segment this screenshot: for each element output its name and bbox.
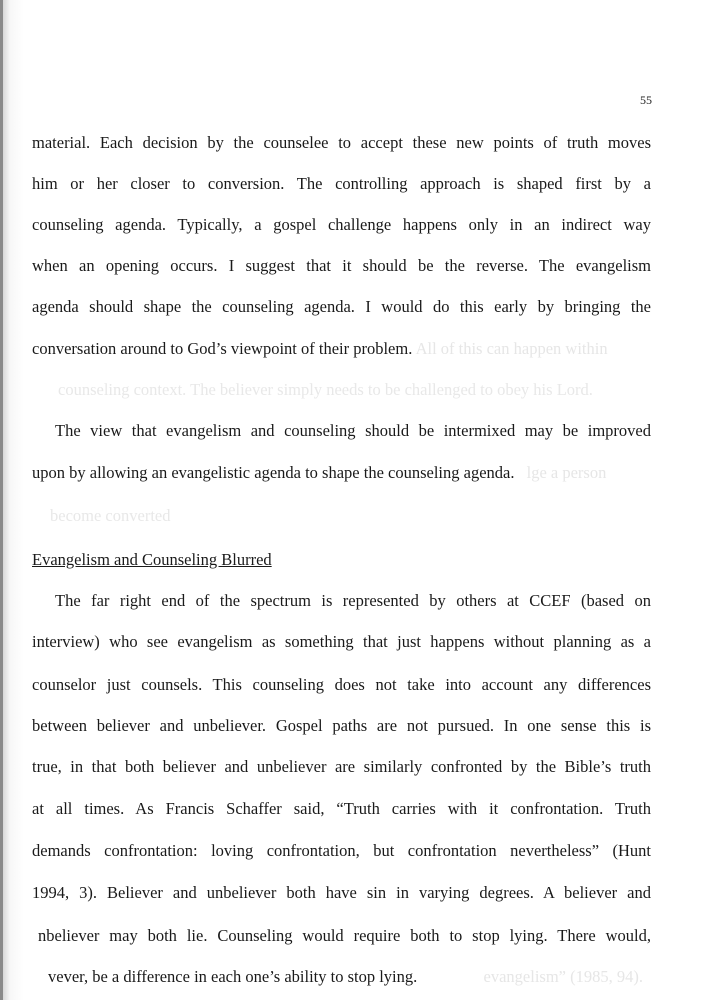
para3-line-10 (48, 967, 651, 987)
para3-line-10-text: vever, be a difference in each one’s ability to stop lying. (48, 967, 418, 986)
para2-line-1: The view that evangelism and counseling should be intermixed may be improved (55, 421, 651, 440)
para3-line-5: true, in that both believer and unbeliever are similarly confronted by the Bible’s truth (32, 757, 651, 776)
para3-faint-tail: evangelism” (1985, 94). (483, 967, 643, 986)
section-heading: Evangelism and Counseling Blurred (32, 550, 272, 569)
para3-line-8: 1994, 3). Believer and unbeliever both have sin in varying degrees. A believer and (32, 883, 651, 902)
page-number: 55 (640, 93, 652, 107)
para1-line-2: him or her closer to conversion. The controlling approach is shaped first by a (32, 174, 651, 193)
para3-line-1: The far right end of the spectrum is represented by others at CCEF (based on (55, 591, 651, 610)
para2-line-2-text: upon by allowing an evangelistic agenda to shape the counseling agenda. (32, 463, 515, 482)
para3-line-9: nbeliever may both lie. Counseling would require both to stop lying. There would, (38, 926, 651, 945)
faint-line-1: counseling context. The believer simply needs to be challenged to obey his Lord. (58, 380, 593, 399)
faint-line-2: become converted (50, 506, 171, 525)
para3-line-2: interview) who see evangelism as something that just happens without planning as a (32, 632, 651, 651)
para3-line-6: at all times. As Francis Schaffer said, “Truth carries with it confrontation. Truth (32, 799, 651, 818)
para1-line-4: when an opening occurs. I suggest that it should be the reverse. The evangelism (32, 256, 651, 275)
para3-line-3: counselor just counsels. This counseling does not take into account any differences (32, 675, 651, 694)
para1-line-3: counseling agenda. Typically, a gospel challenge happens only in an indirect way (32, 215, 651, 234)
page-edge-shadow (0, 0, 3, 1000)
para3-line-7: demands confrontation: loving confrontation, but confrontation nevertheless” (Hunt (32, 841, 651, 860)
para2-line-2 (32, 463, 651, 483)
para1-line-1: material. Each decision by the counselee to accept these new points of truth moves (32, 133, 651, 152)
para2-faint-tail: lge a person (526, 463, 607, 482)
para1-line-5: agenda should shape the counseling agenda. I would do this early by bringing the (32, 297, 651, 316)
para1-line-6-text: conversation around to God’s viewpoint of their problem. (32, 339, 413, 358)
para1-line-6 (32, 339, 651, 359)
para3-line-4: between believer and unbeliever. Gospel paths are not pursued. In one sense this is (32, 716, 651, 735)
para1-faint-tail: All of this can happen within (415, 339, 608, 358)
